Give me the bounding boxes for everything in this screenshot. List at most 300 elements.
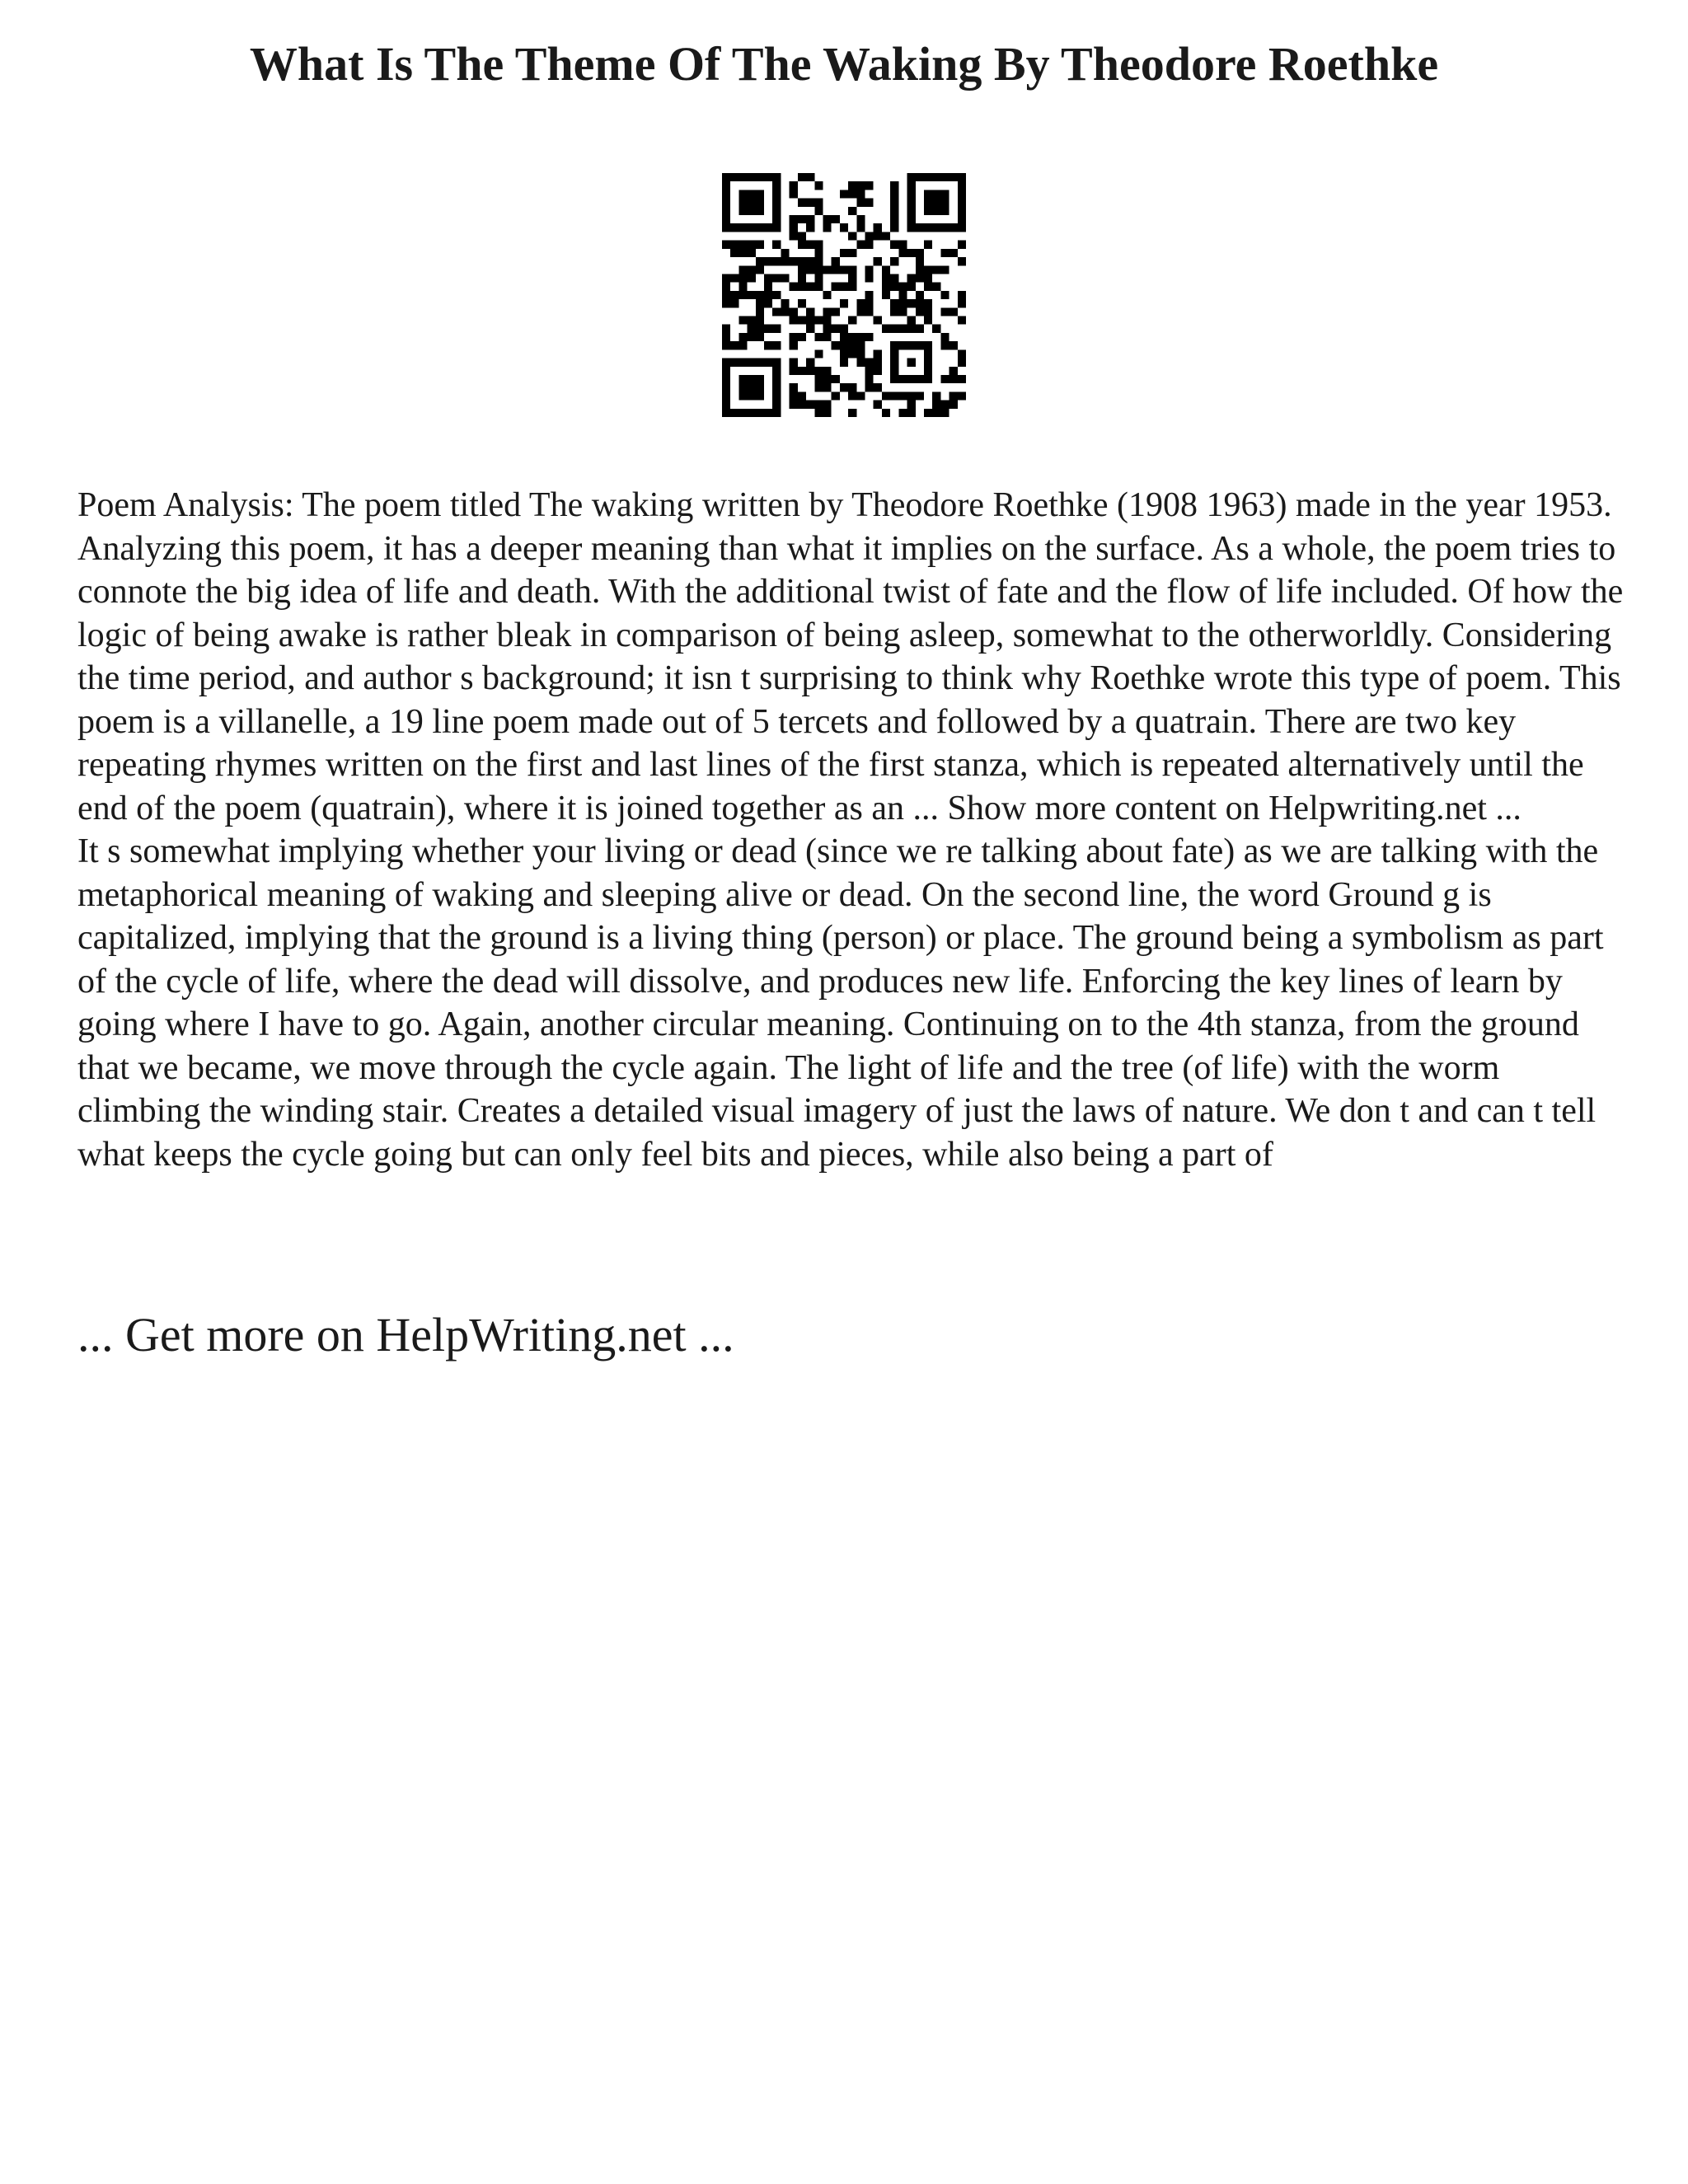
qr-module [798,215,806,223]
qr-module [722,325,730,333]
qr-module [950,375,958,383]
qr-module [840,265,848,274]
qr-module [823,409,831,417]
qr-module [832,265,840,274]
qr-module [865,199,874,207]
qr-module [890,257,898,265]
qr-module [814,383,823,391]
qr-module [865,307,874,316]
qr-module [856,199,865,207]
qr-module [814,409,823,417]
qr-module [840,341,848,349]
qr-module [722,283,730,291]
qr-module [823,215,831,223]
qr-module [823,383,831,391]
qr-module [764,341,772,349]
qr-module [790,215,798,223]
qr-module [865,232,874,240]
qr-module [806,401,814,409]
qr-module [806,257,814,265]
qr-module [722,299,730,307]
qr-module [722,274,730,282]
qr-module [806,241,814,249]
qr-module [865,333,874,341]
qr-module [924,409,932,417]
qr-module [898,249,907,257]
qr-module [932,401,940,409]
qr-module [940,249,949,257]
qr-module [790,383,798,391]
qr-module [890,283,898,291]
qr-module [874,359,882,367]
qr-module [874,316,882,325]
qr-module [865,383,874,391]
paragraph-2: It s somewhat implying whether your living or dead (since we re talking about fate) as we are talking with the metaphorical meaning of waking and sleeping alive or dead. On the second line, the word Ground g is capitalized, implying that the ground is a living thing (person) or place. The ground being a symbolism as part of the cycle of life, where the dead will dissolve, and produces new life. Enforcing the key lines of learn by going where I have to go. Again, another circular meaning. Continuing on to the 4th stanza, from the ground that we became, we move through the cycle again. The light of life and the tree (of life) with the worm climbing the winding stair. Creates a detailed visual imagery of just the laws of nature. We don t and can t tell what keeps the cycle going but can only feel bits and pieces, while also being a part of [77,832,1604,1174]
qr-module [748,316,756,325]
qr-module [924,307,932,316]
qr-module [840,325,848,333]
qr-module [772,291,781,299]
qr-module [806,283,814,291]
qr-module [856,349,865,358]
qr-module [756,325,764,333]
qr-module [898,325,907,333]
qr-module [890,190,898,198]
qr-module [722,341,730,349]
qr-module [950,341,958,349]
qr-module [730,291,738,299]
qr-module [764,291,772,299]
qr-module [848,349,856,358]
qr-module [806,199,814,207]
qr-module [856,181,865,190]
qr-module [823,291,831,299]
qr-module [840,349,848,358]
qr-module [790,307,798,316]
article-body [77,484,1627,1176]
qr-module [907,249,916,257]
qr-module [865,291,874,299]
qr-module [958,257,966,265]
qr-module [798,265,806,274]
qr-module [924,283,932,291]
qr-module [940,401,949,409]
qr-module [874,383,882,391]
qr-module [924,316,932,325]
qr-module [898,409,907,417]
qr-module [890,307,898,316]
qr-module [940,333,949,341]
qr-module [907,283,916,291]
qr-module [730,274,738,282]
qr-module [907,274,916,282]
qr-module [772,257,781,265]
qr-module [856,241,865,249]
qr-module [932,409,940,417]
qr-module [756,333,764,341]
qr-module [832,257,840,265]
qr-module [764,257,772,265]
qr-module [848,409,856,417]
qr-module [730,241,738,249]
qr-module [756,265,764,274]
qr-module [874,401,882,409]
qr-module [790,283,798,291]
qr-module [798,283,806,291]
qr-module [790,341,798,349]
qr-module [756,241,764,249]
qr-module [832,341,840,349]
qr-module [823,307,831,316]
qr-module [798,232,806,240]
qr-module [856,223,865,232]
qr-module [890,274,898,282]
qr-module [832,215,840,223]
qr-module [958,375,966,383]
qr-module [764,325,772,333]
qr-module [814,401,823,409]
qr-module [798,274,806,282]
qr-module [848,333,856,341]
paragraph-1: Poem Analysis: The poem titled The waking written by Theodore Roethke (1908 1963) made in the year 1953. Analyzing this poem, it has a deeper meaning than what it implies on the surface. As a whole, the poem tries to connote the big idea of life and death. With the additional twist of fate and the flow of life included. Of how the logic of being awake is rather bleak in comparison of being asleep, somewhat to the otherworldly. Considering the time period, and author s background; it isn t surprising to think why Roethke wrote this type of poem. This poem is a villanelle, a 19 line poem made out of 5 tercets and followed by a quatrain. There are two key repeating rhymes written on the first and last lines of the first stanza, which is repeated alternatively until the end of the poem (quatrain), where it is joined together as an ... Show more content on Helpwriting.net ... [77,486,1624,827]
qr-module [848,391,856,400]
qr-module [898,391,907,400]
qr-module [848,207,856,215]
qr-module [790,401,798,409]
qr-module [916,265,924,274]
qr-module [772,274,781,282]
qr-module [806,307,814,316]
qr-module [840,299,848,307]
qr-module [756,257,764,265]
qr-code [722,173,966,417]
qr-module [806,367,814,375]
qr-module [781,274,789,282]
qr-module [950,307,958,316]
qr-module [730,249,738,257]
qr-module [848,232,856,240]
qr-module [748,249,756,257]
qr-module [898,241,907,249]
qr-module [916,299,924,307]
qr-module [798,401,806,409]
qr-module [848,383,856,391]
qr-module [856,190,865,198]
qr-module [781,249,789,257]
qr-module [924,265,932,274]
qr-module [907,299,916,307]
qr-module [806,359,814,367]
qr-module [798,173,806,181]
qr-module [958,359,966,367]
qr-module [814,367,823,375]
qr-module [798,367,806,375]
qr-module [798,299,806,307]
qr-module [814,199,823,207]
qr-module [890,325,898,333]
qr-module [848,341,856,349]
qr-module [848,249,856,257]
qr-module [823,316,831,325]
qr-module [738,265,747,274]
qr-module [798,391,806,400]
qr-module [722,333,730,341]
qr-module [890,299,898,307]
qr-module [890,207,898,215]
qr-module [916,391,924,400]
qr-module [890,391,898,400]
qr-module [738,283,747,291]
qr-module [916,325,924,333]
qr-module [738,291,747,299]
qr-module [958,241,966,249]
qr-module [865,375,874,383]
qr-code-icon [722,173,966,417]
qr-module [814,249,823,257]
qr-module [882,283,890,291]
qr-module [898,283,907,291]
qr-module [848,283,856,291]
qr-module [882,391,890,400]
qr-module [814,283,823,291]
qr-module [790,181,798,190]
qr-module [748,291,756,299]
qr-module [890,223,898,232]
qr-module [756,291,764,299]
qr-module [950,367,958,375]
qr-module [798,241,806,249]
qr-module [814,265,823,274]
qr-module [823,367,831,375]
qr-module [772,325,781,333]
qr-module [874,257,882,265]
qr-module [790,316,798,325]
qr-module [722,241,730,249]
qr-module [940,307,949,316]
get-more-link[interactable]: ... Get more on HelpWriting.net ... [77,1308,734,1361]
qr-module [832,391,840,400]
qr-module [730,299,738,307]
qr-module [874,232,882,240]
qr-module [907,325,916,333]
qr-module [848,265,856,274]
qr-module [958,349,966,358]
qr-module [823,265,831,274]
qr-module [738,333,747,341]
qr-module [924,274,932,282]
qr-module [907,391,916,400]
qr-module [840,190,848,198]
qr-module [772,341,781,349]
qr-module [756,307,764,316]
qr-module [856,215,865,223]
qr-module [865,299,874,307]
qr-module [814,181,823,190]
qr-module [764,274,772,282]
qr-module [916,257,924,265]
qr-module [722,291,730,299]
qr-module [772,241,781,249]
qr-module [882,409,890,417]
qr-module [940,375,949,383]
qr-module [840,283,848,291]
qr-module [814,349,823,358]
qr-module [882,265,890,274]
qr-module [832,283,840,291]
qr-module [840,383,848,391]
qr-module [823,333,831,341]
qr-module [748,265,756,274]
qr-module [932,283,940,291]
qr-module [882,291,890,299]
qr-module [848,181,856,190]
qr-module [781,307,789,316]
qr-module [814,274,823,282]
qr-module [814,316,823,325]
qr-module [840,359,848,367]
qr-module [798,257,806,265]
qr-module [940,291,949,299]
qr-module [865,274,874,282]
qr-module [865,265,874,274]
qr-module [958,291,966,299]
qr-module [832,325,840,333]
qr-module [806,325,814,333]
qr-module [806,215,814,223]
qr-module [756,316,764,325]
qr-module [806,173,814,181]
qr-module [806,316,814,325]
qr-module [790,232,798,240]
qr-module [940,265,949,274]
qr-module [790,367,798,375]
qr-module [790,359,798,367]
qr-module [856,307,865,316]
qr-module [781,257,789,265]
qr-module [950,401,958,409]
qr-module [748,274,756,282]
qr-module [848,274,856,282]
qr-module [924,241,932,249]
qr-module [874,223,882,232]
qr-module [865,241,874,249]
qr-module [898,299,907,307]
qr-module [848,316,856,325]
qr-module [730,341,738,349]
qr-module [764,299,772,307]
qr-module [823,223,831,232]
qr-module [748,333,756,341]
qr-module [958,391,966,400]
qr-module [907,401,916,409]
qr-module [882,325,890,333]
qr-module [738,249,747,257]
qr-module [856,299,865,307]
qr-module [832,307,840,316]
qr-module [790,190,798,198]
qr-module [916,291,924,299]
qr-module [798,199,806,207]
qr-module [848,190,856,198]
qr-module [738,341,747,349]
qr-module [890,199,898,207]
qr-module [790,333,798,341]
qr-module [924,299,932,307]
qr-module [772,307,781,316]
qr-module [840,249,848,257]
qr-module [907,409,916,417]
qr-module [806,265,814,274]
qr-module [738,241,747,249]
qr-module [958,299,966,307]
qr-module [856,359,865,367]
qr-module [790,223,798,232]
qr-module [738,316,747,325]
qr-module [907,316,916,325]
qr-module [890,241,898,249]
qr-module [916,274,924,282]
qr-module [738,274,747,282]
qr-module [865,367,874,375]
qr-module [856,333,865,341]
qr-module [840,333,848,341]
qr-module [958,316,966,325]
qr-module [940,409,949,417]
qr-module [898,291,907,299]
qr-module [916,307,924,316]
qr-module [890,215,898,223]
qr-module [950,391,958,400]
qr-module [823,325,831,333]
qr-module [756,299,764,307]
qr-module [932,391,940,400]
qr-module [814,207,823,215]
qr-module [806,223,814,232]
qr-module [814,333,823,341]
qr-module [890,181,898,190]
qr-module [882,232,890,240]
qr-module [882,274,890,282]
qr-module [832,375,840,383]
qr-module [916,249,924,257]
qr-module [950,249,958,257]
qr-module [874,349,882,358]
qr-module [814,241,823,249]
qr-module [798,316,806,325]
qr-module [790,257,798,265]
qr-module [814,375,823,383]
qr-module [748,241,756,249]
qr-module [898,307,907,316]
qr-module [814,257,823,265]
qr-module [798,333,806,341]
qr-module [748,325,756,333]
qr-module [856,341,865,349]
qr-module [865,359,874,367]
page-title: What Is The Theme Of The Waking By Theodore Roethke [249,37,1439,91]
qr-module [874,367,882,375]
qr-module [781,299,789,307]
qr-module [823,375,831,383]
qr-module [940,341,949,349]
qr-module [840,223,848,232]
qr-module [932,265,940,274]
qr-module [823,401,831,409]
qr-module [764,283,772,291]
qr-module [856,391,865,400]
qr-module [865,181,874,190]
qr-module [790,391,798,400]
